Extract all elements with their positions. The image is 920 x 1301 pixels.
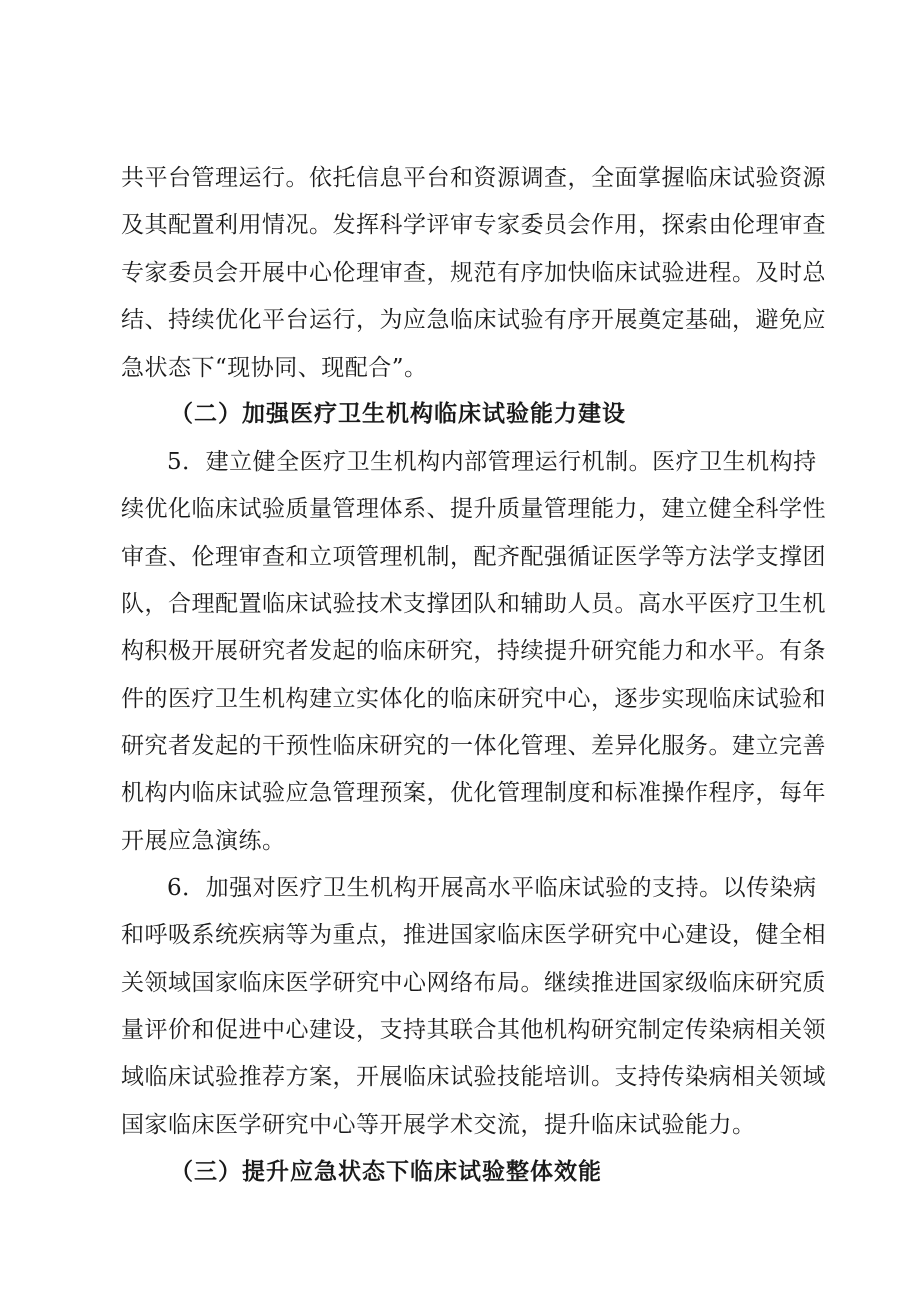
para1-line-5: 急状态下“现协同、现配合”。 bbox=[121, 355, 428, 381]
para1-line-4: 结、持续优化平台运行，为应急临床试验有序开展奠定基础，避免应 bbox=[121, 307, 826, 333]
para6-line-4: 量评价和促进中心建设，支持其联合其他机构研究制定传染病相关领 bbox=[121, 1017, 826, 1043]
para1-line-1: 共平台管理运行。依托信息平台和资源调查，全面掌握临床试验资源 bbox=[121, 165, 826, 191]
para5-line-9: 开展应急演练。 bbox=[121, 828, 286, 854]
para1-line-2: 及其配置利用情况。发挥科学评审专家委员会作用，探索由伦理审查 bbox=[121, 212, 826, 238]
para5-line-7: 研究者发起的干预性临床研究的一体化管理、差异化服务。建立完善 bbox=[121, 733, 826, 759]
para1-line-3: 专家委员会开展中心伦理审查，规范有序加快临床试验进程。及时总 bbox=[121, 260, 826, 286]
para6-line-2: 和呼吸系统疾病等为重点，推进国家临床医学研究中心建设，健全相 bbox=[121, 922, 826, 948]
section-heading-2: （二）加强医疗卫生机构临床试验能力建设 bbox=[170, 401, 626, 427]
section-heading-3: （三）提升应急状态下临床试验整体效能 bbox=[170, 1159, 602, 1185]
para6-line-1: 6．加强对医疗卫生机构开展高水平临床试验的支持。以传染病 bbox=[167, 875, 817, 901]
para6-line-6: 国家临床医学研究中心等开展学术交流，提升临床试验能力。 bbox=[121, 1112, 756, 1138]
para6-line-3: 关领域国家临床医学研究中心网络布局。继续推进国家级临床研究质 bbox=[121, 970, 826, 996]
para5-line-1: 5．建立健全医疗卫生机构内部管理运行机制。医疗卫生机构持 bbox=[167, 449, 817, 475]
para5-line-2: 续优化临床试验质量管理体系、提升质量管理能力，建立健全科学性 bbox=[121, 496, 826, 522]
para6-line-5: 域临床试验推荐方案，开展临床试验技能培训。支持传染病相关领域 bbox=[121, 1064, 826, 1090]
para5-line-4: 队，合理配置临床试验技术支撑团队和辅助人员。高水平医疗卫生机 bbox=[121, 591, 826, 617]
para5-line-6: 件的医疗卫生机构建立实体化的临床研究中心，逐步实现临床试验和 bbox=[121, 686, 826, 712]
para5-line-5: 构积极开展研究者发起的临床研究，持续提升研究能力和水平。有条 bbox=[121, 638, 826, 664]
para5-line-8: 机构内临床试验应急管理预案，优化管理制度和标准操作程序，每年 bbox=[121, 780, 826, 806]
para5-line-3: 审查、伦理审查和立项管理机制，配齐配强循证医学等方法学支撑团 bbox=[121, 544, 826, 570]
